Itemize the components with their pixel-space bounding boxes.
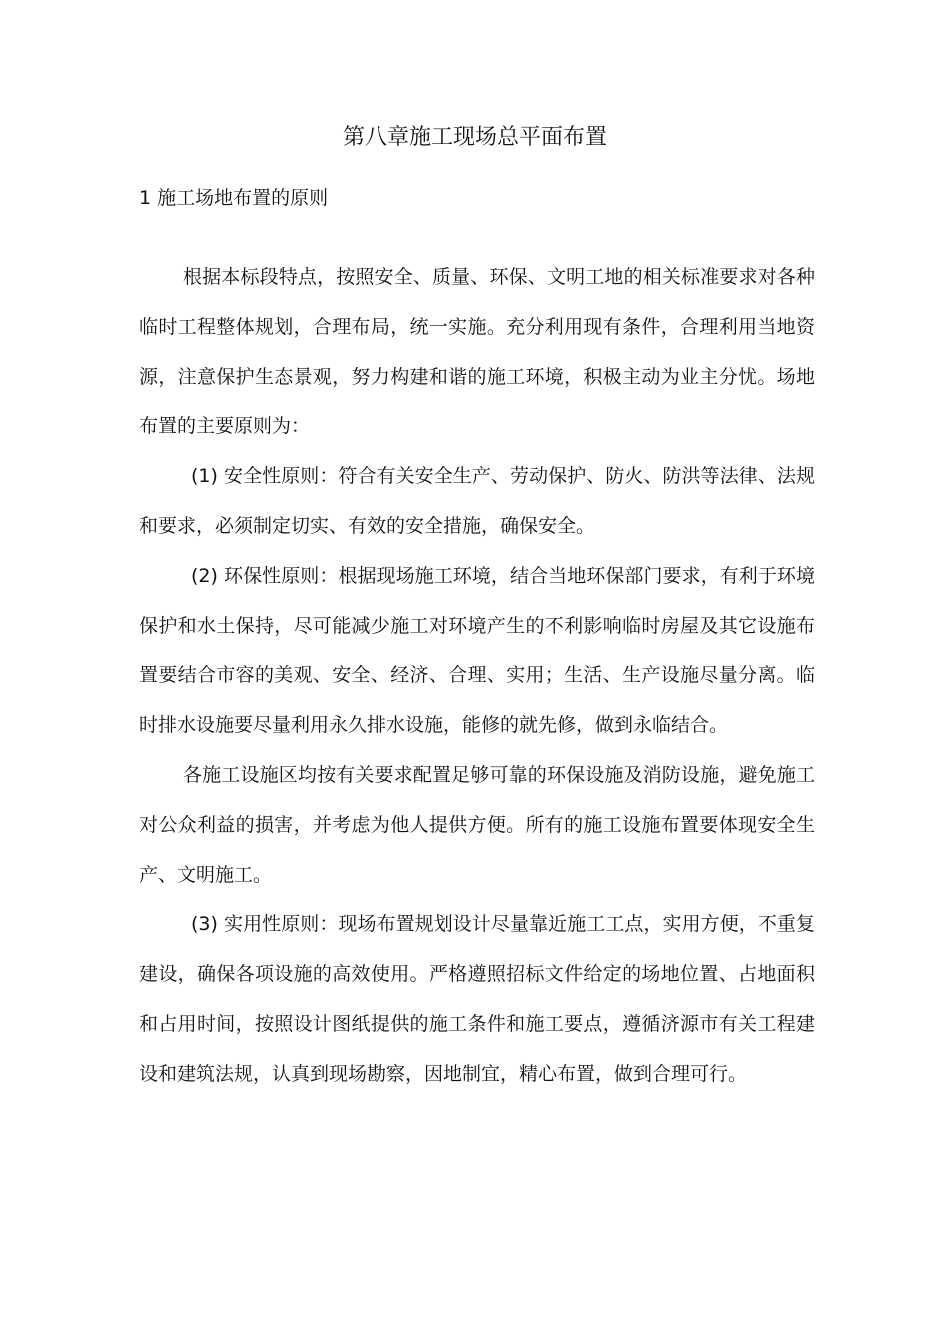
- paragraph-practicality-principle: (3) 实用性原则：现场布置规划设计尽量靠近施工工点，实用方便，不重复建设，确保各项设施的高效使用。严格遵照招标文件给定的场地位置、占地面积和占用时间，按照设计图纸提供的施工条件和施工要点，遵循济源市有关工程建设和建筑法规，认真到现场勘察，因地制宜，精心布置，做到合理可行。: [139, 913, 815, 1085]
- paragraph-safety-principle: (1) 安全性原则：符合有关安全生产、劳动保护、防火、防洪等法律、法规和要求，必须制定切实、有效的安全措施，确保安全。: [139, 465, 815, 537]
- page-title: 第八章施工现场总平面布置: [342, 125, 607, 150]
- paragraph-intro: 根据本标段特点，按照安全、质量、环保、文明工地的相关标准要求对各种临时工程整体规划，合理布局，统一实施。充分利用现有条件，合理利用当地资源，注意保护生态景观，努力构建和谐的施工环境，积极主动为业主分忧。场地布置的主要原则为：: [139, 266, 815, 438]
- paragraph-facilities: 各施工设施区均按有关要求配置足够可靠的环保设施及消防设施，避免施工对公众利益的损害，并考虑为他人提供方便。所有的施工设施布置要体现安全生产、文明施工。: [139, 763, 815, 886]
- paragraph-environment-principle: (2) 环保性原则：根据现场施工环境，结合当地环保部门要求，有利于环境保护和水土保持，尽可能减少施工对环境产生的不利影响临时房屋及其它设施布置要结合市容的美观、安全、经济、合理、实用；生活、生产设施尽量分离。临时排水设施要尽量利用永久排水设施，能修的就先修，做到永临结合。: [139, 564, 815, 737]
- document-body: [139, 253, 815, 1100]
- section-heading: 1 施工场地布置的原则: [139, 187, 329, 209]
